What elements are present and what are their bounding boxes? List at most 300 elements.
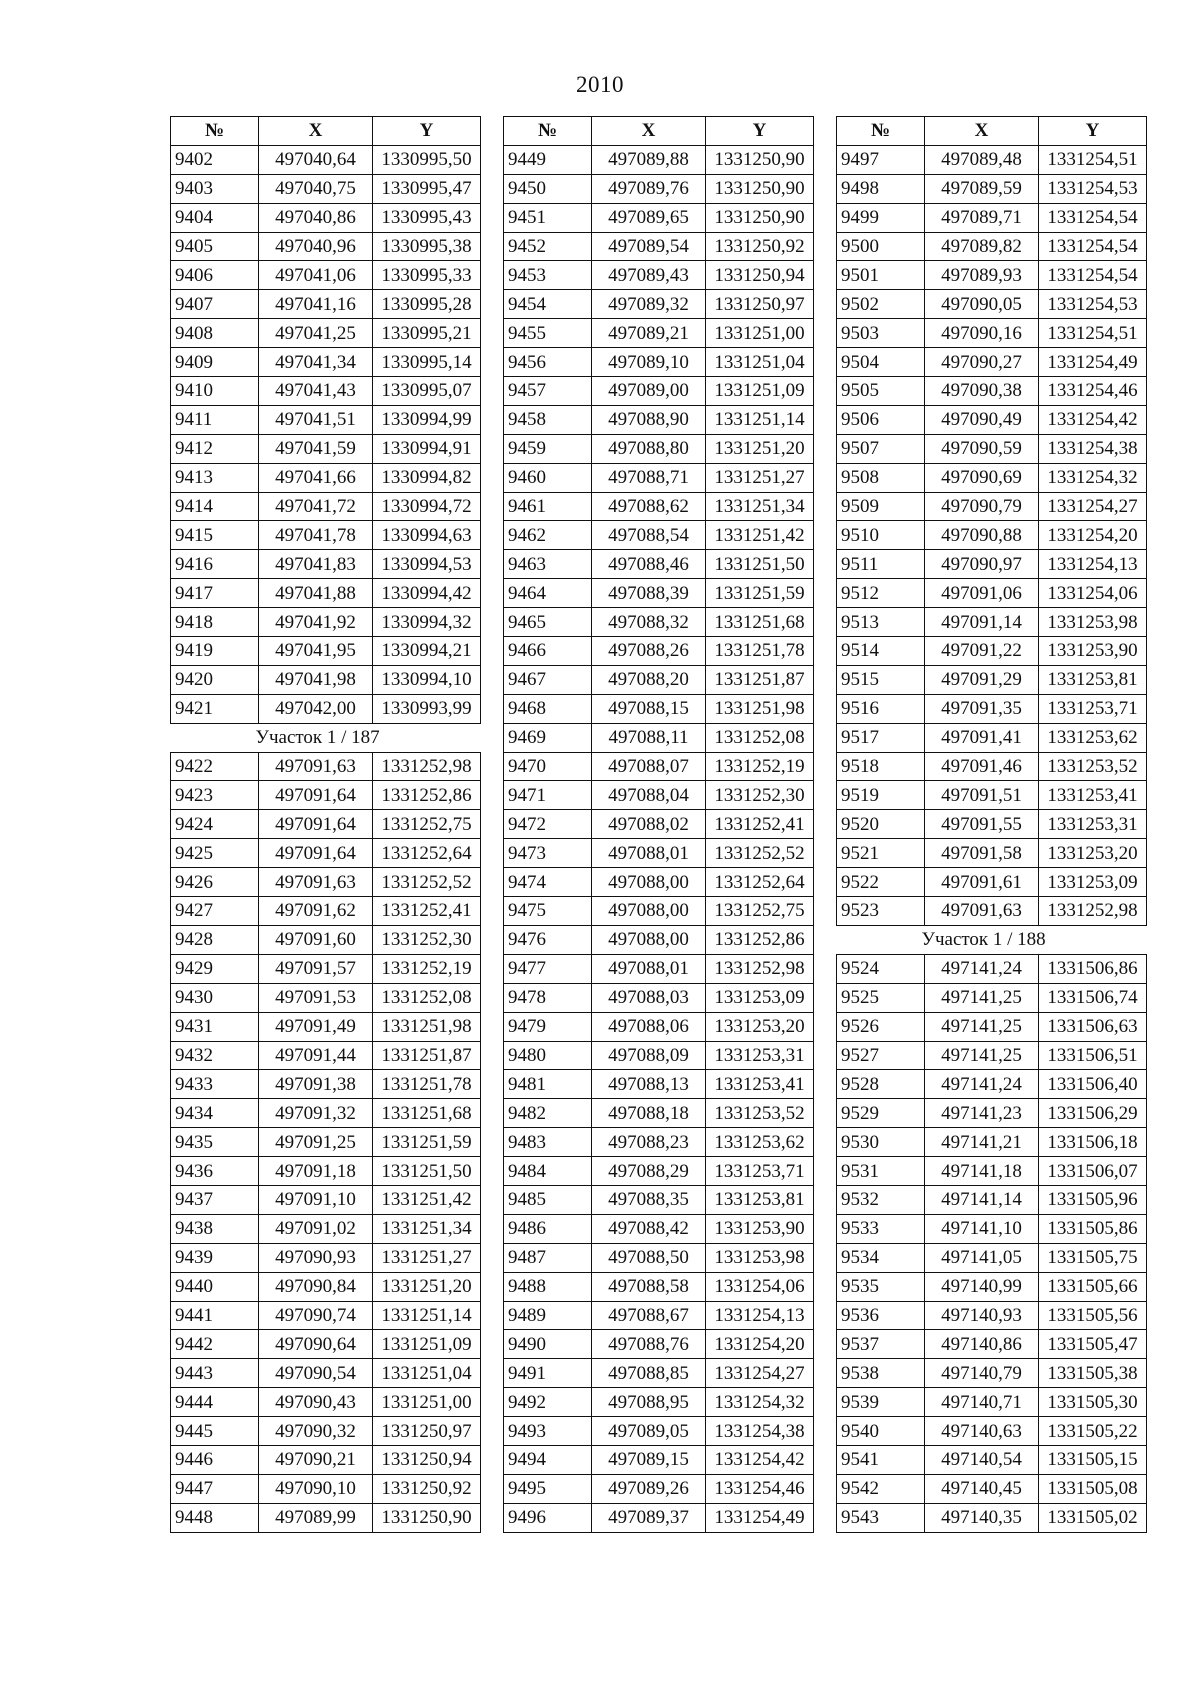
- x-coordinate-cell: 497140,93: [925, 1301, 1039, 1330]
- table-row: [171, 579, 481, 608]
- table-row: [504, 608, 814, 637]
- table-row: [837, 1445, 1147, 1474]
- point-number-cell: 9427: [171, 897, 259, 926]
- x-coordinate-cell: 497140,35: [925, 1503, 1039, 1532]
- table-row: [504, 319, 814, 348]
- table-row: [837, 290, 1147, 319]
- point-number-cell: 9444: [171, 1388, 259, 1417]
- point-number-cell: 9420: [171, 665, 259, 694]
- y-coordinate-cell: 1330994,10: [373, 665, 481, 694]
- point-number-cell: 9465: [504, 608, 592, 637]
- x-coordinate-cell: 497091,63: [925, 897, 1039, 926]
- table-row: [171, 1445, 481, 1474]
- point-number-cell: 9496: [504, 1503, 592, 1532]
- point-number-cell: 9402: [171, 145, 259, 174]
- x-coordinate-cell: 497090,43: [259, 1388, 373, 1417]
- x-coordinate-cell: 497141,18: [925, 1157, 1039, 1186]
- x-coordinate-cell: 497041,98: [259, 665, 373, 694]
- x-coordinate-cell: 497089,05: [592, 1417, 706, 1446]
- y-coordinate-cell: 1331252,64: [373, 839, 481, 868]
- y-coordinate-cell: 1331251,59: [373, 1128, 481, 1157]
- x-coordinate-cell: 497088,03: [592, 983, 706, 1012]
- y-coordinate-cell: 1331251,00: [373, 1388, 481, 1417]
- x-coordinate-cell: 497088,58: [592, 1272, 706, 1301]
- point-number-cell: 9455: [504, 319, 592, 348]
- x-coordinate-cell: 497088,06: [592, 1012, 706, 1041]
- table-row: [837, 637, 1147, 666]
- y-coordinate-cell: 1331506,40: [1039, 1070, 1147, 1099]
- point-number-cell: 9486: [504, 1214, 592, 1243]
- table-row: [171, 434, 481, 463]
- y-coordinate-cell: 1330993,99: [373, 694, 481, 723]
- table-row: [171, 290, 481, 319]
- x-coordinate-cell: 497089,26: [592, 1474, 706, 1503]
- x-coordinate-cell: 497091,06: [925, 579, 1039, 608]
- point-number-cell: 9478: [504, 983, 592, 1012]
- x-coordinate-cell: 497088,04: [592, 781, 706, 810]
- table-row: [171, 492, 481, 521]
- point-number-cell: 9497: [837, 145, 925, 174]
- y-coordinate-cell: 1331505,15: [1039, 1445, 1147, 1474]
- y-coordinate-cell: 1331252,98: [1039, 897, 1147, 926]
- table-row: [171, 637, 481, 666]
- y-coordinate-cell: 1331251,34: [373, 1214, 481, 1243]
- y-coordinate-cell: 1331254,54: [1039, 203, 1147, 232]
- table-row: [171, 521, 481, 550]
- point-number-cell: 9466: [504, 637, 592, 666]
- y-coordinate-cell: 1331251,68: [706, 608, 814, 637]
- point-number-cell: 9450: [504, 174, 592, 203]
- x-coordinate-cell: 497089,65: [592, 203, 706, 232]
- y-coordinate-cell: 1331252,64: [706, 868, 814, 897]
- table-row: [504, 463, 814, 492]
- y-coordinate-cell: 1331250,90: [373, 1503, 481, 1532]
- point-number-cell: 9522: [837, 868, 925, 897]
- y-coordinate-cell: 1330994,72: [373, 492, 481, 521]
- point-number-cell: 9453: [504, 261, 592, 290]
- x-coordinate-cell: 497088,80: [592, 434, 706, 463]
- point-number-cell: 9493: [504, 1417, 592, 1446]
- point-number-cell: 9473: [504, 839, 592, 868]
- table-row: [171, 897, 481, 926]
- table-row: [171, 405, 481, 434]
- table-row: [837, 579, 1147, 608]
- y-coordinate-cell: 1331252,30: [706, 781, 814, 810]
- y-coordinate-cell: 1331251,14: [706, 405, 814, 434]
- table-row: [837, 839, 1147, 868]
- y-coordinate-cell: 1331254,20: [1039, 521, 1147, 550]
- table-row: [837, 1099, 1147, 1128]
- table-row: [171, 1128, 481, 1157]
- table-row: [837, 1388, 1147, 1417]
- point-number-cell: 9494: [504, 1445, 592, 1474]
- point-number-cell: 9472: [504, 810, 592, 839]
- column-header-number: №: [837, 117, 925, 146]
- y-coordinate-cell: 1331254,42: [1039, 405, 1147, 434]
- point-number-cell: 9534: [837, 1243, 925, 1272]
- point-number-cell: 9439: [171, 1243, 259, 1272]
- x-coordinate-cell: 497090,93: [259, 1243, 373, 1272]
- table-row: [504, 1301, 814, 1330]
- table-row: [837, 1359, 1147, 1388]
- x-coordinate-cell: 497041,25: [259, 319, 373, 348]
- x-coordinate-cell: 497089,99: [259, 1503, 373, 1532]
- y-coordinate-cell: 1331254,53: [1039, 174, 1147, 203]
- point-number-cell: 9487: [504, 1243, 592, 1272]
- table-row: [504, 405, 814, 434]
- y-coordinate-cell: 1331253,09: [706, 983, 814, 1012]
- y-coordinate-cell: 1330995,28: [373, 290, 481, 319]
- x-coordinate-cell: 497041,06: [259, 261, 373, 290]
- table-row: [837, 434, 1147, 463]
- table-row: [504, 723, 814, 752]
- y-coordinate-cell: 1331254,42: [706, 1445, 814, 1474]
- y-coordinate-cell: 1331506,18: [1039, 1128, 1147, 1157]
- table-row: [837, 1041, 1147, 1070]
- table-row: [837, 723, 1147, 752]
- y-coordinate-cell: 1331506,07: [1039, 1157, 1147, 1186]
- point-number-cell: 9430: [171, 983, 259, 1012]
- table-row: [837, 1214, 1147, 1243]
- point-number-cell: 9440: [171, 1272, 259, 1301]
- point-number-cell: 9445: [171, 1417, 259, 1446]
- point-number-cell: 9422: [171, 752, 259, 781]
- table-row: [171, 752, 481, 781]
- x-coordinate-cell: 497090,27: [925, 348, 1039, 377]
- x-coordinate-cell: 497091,53: [259, 983, 373, 1012]
- y-coordinate-cell: 1330994,32: [373, 608, 481, 637]
- point-number-cell: 9538: [837, 1359, 925, 1388]
- point-number-cell: 9476: [504, 925, 592, 954]
- x-coordinate-cell: 497089,59: [925, 174, 1039, 203]
- table-row: [504, 1503, 814, 1532]
- table-row: [837, 752, 1147, 781]
- table-row: [171, 1388, 481, 1417]
- y-coordinate-cell: 1331251,04: [373, 1359, 481, 1388]
- point-number-cell: 9514: [837, 637, 925, 666]
- x-coordinate-cell: 497088,29: [592, 1157, 706, 1186]
- point-number-cell: 9491: [504, 1359, 592, 1388]
- table-row: [171, 608, 481, 637]
- table-header-row: [837, 117, 1147, 146]
- x-coordinate-cell: 497090,88: [925, 521, 1039, 550]
- y-coordinate-cell: 1331252,75: [373, 810, 481, 839]
- point-number-cell: 9539: [837, 1388, 925, 1417]
- column-header-y: Y: [373, 117, 481, 146]
- y-coordinate-cell: 1331251,04: [706, 348, 814, 377]
- table-row: [837, 550, 1147, 579]
- table-row: [837, 665, 1147, 694]
- point-number-cell: 9426: [171, 868, 259, 897]
- table-row: [504, 1243, 814, 1272]
- table-row: [504, 954, 814, 983]
- section-label: Участок 1 / 188: [837, 925, 1147, 954]
- table-row: [171, 1157, 481, 1186]
- x-coordinate-cell: 497141,25: [925, 1012, 1039, 1041]
- x-coordinate-cell: 497140,86: [925, 1330, 1039, 1359]
- table-row: [837, 1417, 1147, 1446]
- y-coordinate-cell: 1331250,92: [706, 232, 814, 261]
- table-row: [171, 1503, 481, 1532]
- table-row: [171, 377, 481, 406]
- y-coordinate-cell: 1331252,86: [373, 781, 481, 810]
- table-row: [504, 1128, 814, 1157]
- table-row: [504, 261, 814, 290]
- y-coordinate-cell: 1330995,33: [373, 261, 481, 290]
- point-number-cell: 9537: [837, 1330, 925, 1359]
- point-number-cell: 9510: [837, 521, 925, 550]
- x-coordinate-cell: 497141,10: [925, 1214, 1039, 1243]
- table-row: [837, 492, 1147, 521]
- point-number-cell: 9460: [504, 463, 592, 492]
- x-coordinate-cell: 497089,10: [592, 348, 706, 377]
- point-number-cell: 9490: [504, 1330, 592, 1359]
- x-coordinate-cell: 497091,14: [925, 608, 1039, 637]
- point-number-cell: 9511: [837, 550, 925, 579]
- point-number-cell: 9437: [171, 1185, 259, 1214]
- point-number-cell: 9454: [504, 290, 592, 319]
- point-number-cell: 9513: [837, 608, 925, 637]
- x-coordinate-cell: 497089,32: [592, 290, 706, 319]
- table-row: [837, 954, 1147, 983]
- section-label: Участок 1 / 187: [171, 723, 481, 752]
- point-number-cell: 9499: [837, 203, 925, 232]
- point-number-cell: 9512: [837, 579, 925, 608]
- x-coordinate-cell: 497091,29: [925, 665, 1039, 694]
- table-row: [504, 839, 814, 868]
- table-row: [504, 897, 814, 926]
- table-row: [504, 492, 814, 521]
- y-coordinate-cell: 1331253,20: [706, 1012, 814, 1041]
- point-number-cell: 9479: [504, 1012, 592, 1041]
- point-number-cell: 9508: [837, 463, 925, 492]
- table-row: [504, 983, 814, 1012]
- y-coordinate-cell: 1331505,75: [1039, 1243, 1147, 1272]
- y-coordinate-cell: 1330995,43: [373, 203, 481, 232]
- y-coordinate-cell: 1331253,98: [706, 1243, 814, 1272]
- x-coordinate-cell: 497091,63: [259, 752, 373, 781]
- point-number-cell: 9541: [837, 1445, 925, 1474]
- y-coordinate-cell: 1331254,32: [706, 1388, 814, 1417]
- table-row: [504, 521, 814, 550]
- x-coordinate-cell: 497090,05: [925, 290, 1039, 319]
- point-number-cell: 9423: [171, 781, 259, 810]
- y-coordinate-cell: 1331252,08: [373, 983, 481, 1012]
- x-coordinate-cell: 497088,26: [592, 637, 706, 666]
- x-coordinate-cell: 497041,66: [259, 463, 373, 492]
- point-number-cell: 9467: [504, 665, 592, 694]
- y-coordinate-cell: 1331505,30: [1039, 1388, 1147, 1417]
- point-number-cell: 9416: [171, 550, 259, 579]
- point-number-cell: 9521: [837, 839, 925, 868]
- y-coordinate-cell: 1331254,49: [1039, 348, 1147, 377]
- point-number-cell: 9505: [837, 377, 925, 406]
- x-coordinate-cell: 497041,34: [259, 348, 373, 377]
- point-number-cell: 9524: [837, 954, 925, 983]
- y-coordinate-cell: 1331251,09: [706, 377, 814, 406]
- point-number-cell: 9518: [837, 752, 925, 781]
- y-coordinate-cell: 1331251,20: [373, 1272, 481, 1301]
- point-number-cell: 9415: [171, 521, 259, 550]
- table-row: [837, 174, 1147, 203]
- y-coordinate-cell: 1331506,74: [1039, 983, 1147, 1012]
- point-number-cell: 9542: [837, 1474, 925, 1503]
- point-number-cell: 9412: [171, 434, 259, 463]
- table-row: [504, 203, 814, 232]
- table-row: [837, 1474, 1147, 1503]
- x-coordinate-cell: 497141,21: [925, 1128, 1039, 1157]
- x-coordinate-cell: 497090,21: [259, 1445, 373, 1474]
- x-coordinate-cell: 497141,05: [925, 1243, 1039, 1272]
- table-row: [837, 1185, 1147, 1214]
- x-coordinate-cell: 497041,83: [259, 550, 373, 579]
- x-coordinate-cell: 497091,64: [259, 839, 373, 868]
- y-coordinate-cell: 1331505,56: [1039, 1301, 1147, 1330]
- y-coordinate-cell: 1331251,78: [373, 1070, 481, 1099]
- table-row: [504, 174, 814, 203]
- x-coordinate-cell: 497141,25: [925, 983, 1039, 1012]
- y-coordinate-cell: 1331250,92: [373, 1474, 481, 1503]
- point-number-cell: 9419: [171, 637, 259, 666]
- point-number-cell: 9520: [837, 810, 925, 839]
- table-row: [504, 1214, 814, 1243]
- y-coordinate-cell: 1331253,09: [1039, 868, 1147, 897]
- x-coordinate-cell: 497090,16: [925, 319, 1039, 348]
- point-number-cell: 9471: [504, 781, 592, 810]
- x-coordinate-cell: 497089,93: [925, 261, 1039, 290]
- y-coordinate-cell: 1330994,63: [373, 521, 481, 550]
- table-row: [171, 261, 481, 290]
- y-coordinate-cell: 1331252,75: [706, 897, 814, 926]
- table-row: [171, 348, 481, 377]
- x-coordinate-cell: 497089,48: [925, 145, 1039, 174]
- x-coordinate-cell: 497088,39: [592, 579, 706, 608]
- x-coordinate-cell: 497040,96: [259, 232, 373, 261]
- table-row: [171, 1301, 481, 1330]
- x-coordinate-cell: 497088,15: [592, 694, 706, 723]
- y-coordinate-cell: 1331251,78: [706, 637, 814, 666]
- table-row: [171, 550, 481, 579]
- y-coordinate-cell: 1331253,52: [1039, 752, 1147, 781]
- y-coordinate-cell: 1331252,30: [373, 925, 481, 954]
- y-coordinate-cell: 1331250,90: [706, 145, 814, 174]
- table-row: [171, 145, 481, 174]
- point-number-cell: 9424: [171, 810, 259, 839]
- table-row: [504, 637, 814, 666]
- point-number-cell: 9485: [504, 1185, 592, 1214]
- point-number-cell: 9474: [504, 868, 592, 897]
- table-row: [837, 608, 1147, 637]
- y-coordinate-cell: 1331250,90: [706, 174, 814, 203]
- x-coordinate-cell: 497088,01: [592, 954, 706, 983]
- point-number-cell: 9523: [837, 897, 925, 926]
- x-coordinate-cell: 497041,88: [259, 579, 373, 608]
- y-coordinate-cell: 1331251,59: [706, 579, 814, 608]
- point-number-cell: 9421: [171, 694, 259, 723]
- y-coordinate-cell: 1331252,08: [706, 723, 814, 752]
- table-row: [837, 1243, 1147, 1272]
- table-header-row: [171, 117, 481, 146]
- point-number-cell: 9459: [504, 434, 592, 463]
- table-row: [171, 839, 481, 868]
- point-number-cell: 9498: [837, 174, 925, 203]
- point-number-cell: 9428: [171, 925, 259, 954]
- y-coordinate-cell: 1331254,13: [1039, 550, 1147, 579]
- point-number-cell: 9431: [171, 1012, 259, 1041]
- point-number-cell: 9434: [171, 1099, 259, 1128]
- x-coordinate-cell: 497090,49: [925, 405, 1039, 434]
- point-number-cell: 9489: [504, 1301, 592, 1330]
- y-coordinate-cell: 1331251,20: [706, 434, 814, 463]
- table-row: [171, 1243, 481, 1272]
- point-number-cell: 9405: [171, 232, 259, 261]
- y-coordinate-cell: 1331505,38: [1039, 1359, 1147, 1388]
- y-coordinate-cell: 1331251,98: [373, 1012, 481, 1041]
- point-number-cell: 9411: [171, 405, 259, 434]
- column-header-number: №: [504, 117, 592, 146]
- column-header-number: №: [171, 117, 259, 146]
- y-coordinate-cell: 1331505,66: [1039, 1272, 1147, 1301]
- y-coordinate-cell: 1331250,94: [373, 1445, 481, 1474]
- point-number-cell: 9536: [837, 1301, 925, 1330]
- x-coordinate-cell: 497091,18: [259, 1157, 373, 1186]
- y-coordinate-cell: 1331252,52: [373, 868, 481, 897]
- table-row: [837, 463, 1147, 492]
- y-coordinate-cell: 1331251,87: [373, 1041, 481, 1070]
- table-row: [837, 521, 1147, 550]
- table-row: [504, 665, 814, 694]
- table-row: [837, 810, 1147, 839]
- coordinates-table-3: [836, 116, 1147, 1533]
- x-coordinate-cell: 497090,64: [259, 1330, 373, 1359]
- x-coordinate-cell: 497088,07: [592, 752, 706, 781]
- point-number-cell: 9528: [837, 1070, 925, 1099]
- point-number-cell: 9443: [171, 1359, 259, 1388]
- point-number-cell: 9477: [504, 954, 592, 983]
- table-row: [837, 1157, 1147, 1186]
- y-coordinate-cell: 1331253,31: [1039, 810, 1147, 839]
- y-coordinate-cell: 1331505,96: [1039, 1185, 1147, 1214]
- x-coordinate-cell: 497091,60: [259, 925, 373, 954]
- point-number-cell: 9441: [171, 1301, 259, 1330]
- y-coordinate-cell: 1331251,87: [706, 665, 814, 694]
- point-number-cell: 9406: [171, 261, 259, 290]
- x-coordinate-cell: 497091,61: [925, 868, 1039, 897]
- x-coordinate-cell: 497091,22: [925, 637, 1039, 666]
- x-coordinate-cell: 497089,00: [592, 377, 706, 406]
- y-coordinate-cell: 1331253,81: [1039, 665, 1147, 694]
- point-number-cell: 9507: [837, 434, 925, 463]
- x-coordinate-cell: 497140,45: [925, 1474, 1039, 1503]
- y-coordinate-cell: 1331254,06: [706, 1272, 814, 1301]
- x-coordinate-cell: 497090,97: [925, 550, 1039, 579]
- y-coordinate-cell: 1330994,42: [373, 579, 481, 608]
- point-number-cell: 9457: [504, 377, 592, 406]
- x-coordinate-cell: 497041,92: [259, 608, 373, 637]
- x-coordinate-cell: 497091,63: [259, 868, 373, 897]
- point-number-cell: 9527: [837, 1041, 925, 1070]
- point-number-cell: 9451: [504, 203, 592, 232]
- x-coordinate-cell: 497088,95: [592, 1388, 706, 1417]
- point-number-cell: 9456: [504, 348, 592, 377]
- y-coordinate-cell: 1331253,62: [1039, 723, 1147, 752]
- y-coordinate-cell: 1331253,98: [1039, 608, 1147, 637]
- x-coordinate-cell: 497091,51: [925, 781, 1039, 810]
- table-row: [837, 1330, 1147, 1359]
- x-coordinate-cell: 497140,99: [925, 1272, 1039, 1301]
- x-coordinate-cell: 497088,00: [592, 897, 706, 926]
- y-coordinate-cell: 1331252,19: [706, 752, 814, 781]
